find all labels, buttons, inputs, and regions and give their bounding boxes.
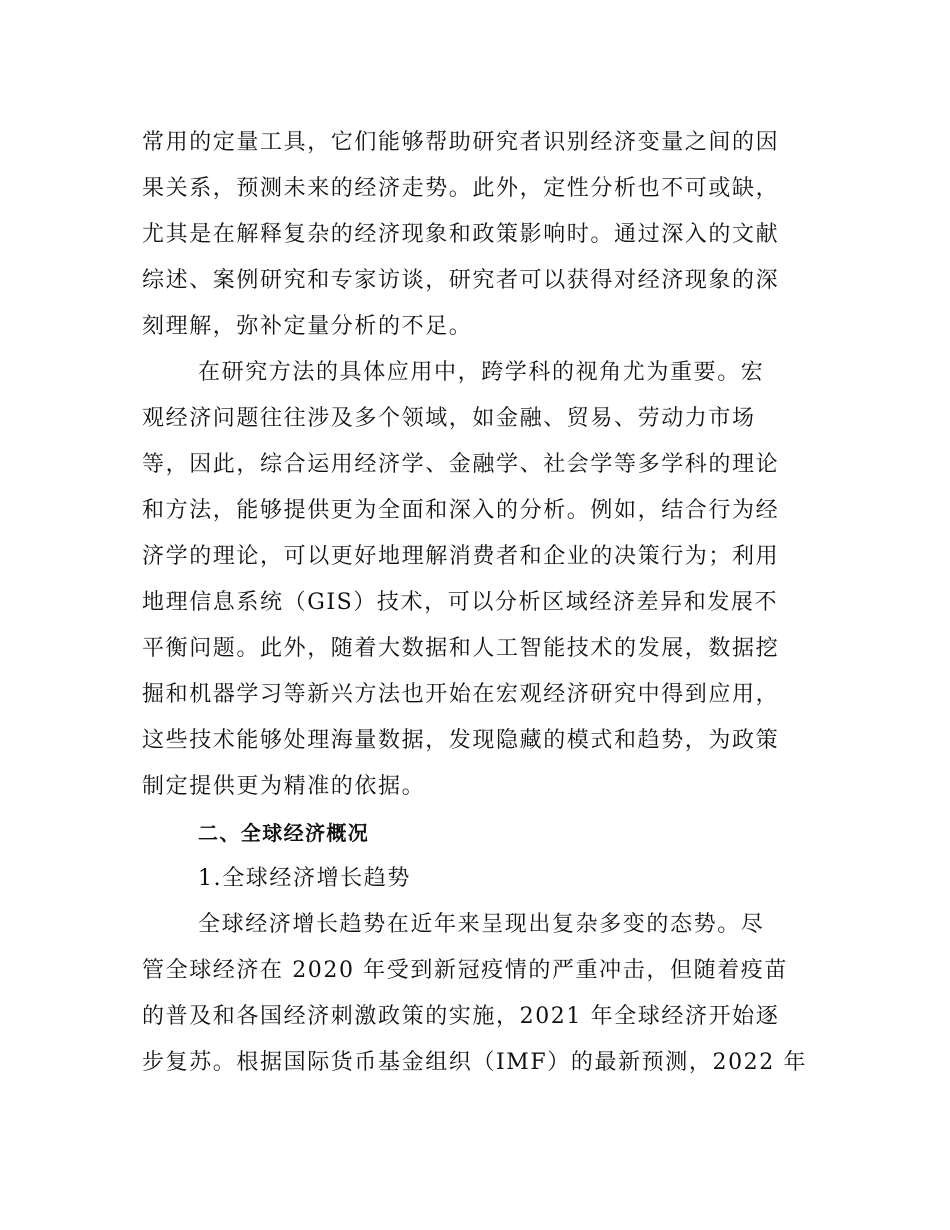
text-line: 等，因此，综合运用经济学、金融学、社会学等多学科的理论 [142, 452, 780, 477]
text-line: 制定提供更为精准的依据。 [142, 774, 426, 799]
text-line: 常用的定量工具，它们能够帮助研究者识别经济变量之间的因 [142, 130, 780, 155]
text-line: 刻理解，弥补定量分析的不足。 [142, 314, 473, 339]
subsection-heading: 1.全球经济增长趋势 [198, 866, 411, 891]
text-line: 果关系，预测未来的经济走势。此外，定性分析也不可或缺， [142, 176, 780, 201]
text-line: 掘和机器学习等新兴方法也开始在宏观经济研究中得到应用， [142, 682, 780, 707]
paragraph-global-growth [142, 902, 812, 1086]
text-line: 尤其是在解释复杂的经济现象和政策影响时。通过深入的文献 [142, 222, 780, 247]
text-line: 济学的理论，可以更好地理解消费者和企业的决策行为；利用 [142, 544, 780, 569]
text-line: 观经济问题往往涉及多个领域，如金融、贸易、劳动力市场 [142, 406, 756, 431]
section-heading: 二、全球经济概况 [198, 821, 370, 845]
text-line: 全球经济增长趋势在近年来呈现出复杂多变的态势。尽 [198, 912, 765, 937]
text-line: 这些技术能够处理海量数据，发现隐藏的模式和趋势，为政策 [142, 728, 780, 753]
body-text [142, 120, 812, 1086]
text-line: 地理信息系统（GIS）技术，可以分析区域经济差异和发展不 [142, 590, 779, 615]
text-line: 步复苏。根据国际货币基金组织（IMF）的最新预测，2022 年 [142, 1050, 808, 1075]
text-line: 在研究方法的具体应用中，跨学科的视角尤为重要。宏 [198, 360, 765, 385]
paragraph-quantitative-tools [142, 120, 812, 350]
text-line: 管全球经济在 2020 年受到新冠疫情的严重冲击，但随着疫苗 [142, 958, 788, 983]
paragraph-interdisciplinary [142, 350, 812, 810]
text-line: 和方法，能够提供更为全面和深入的分析。例如，结合行为经 [142, 498, 780, 523]
text-line: 综述、案例研究和专家访谈，研究者可以获得对经济现象的深 [142, 268, 780, 293]
text-line: 的普及和各国经济刺激政策的实施，2021 年全球经济开始逐 [142, 1004, 780, 1029]
text-line: 平衡问题。此外，随着大数据和人工智能技术的发展，数据挖 [142, 636, 780, 661]
